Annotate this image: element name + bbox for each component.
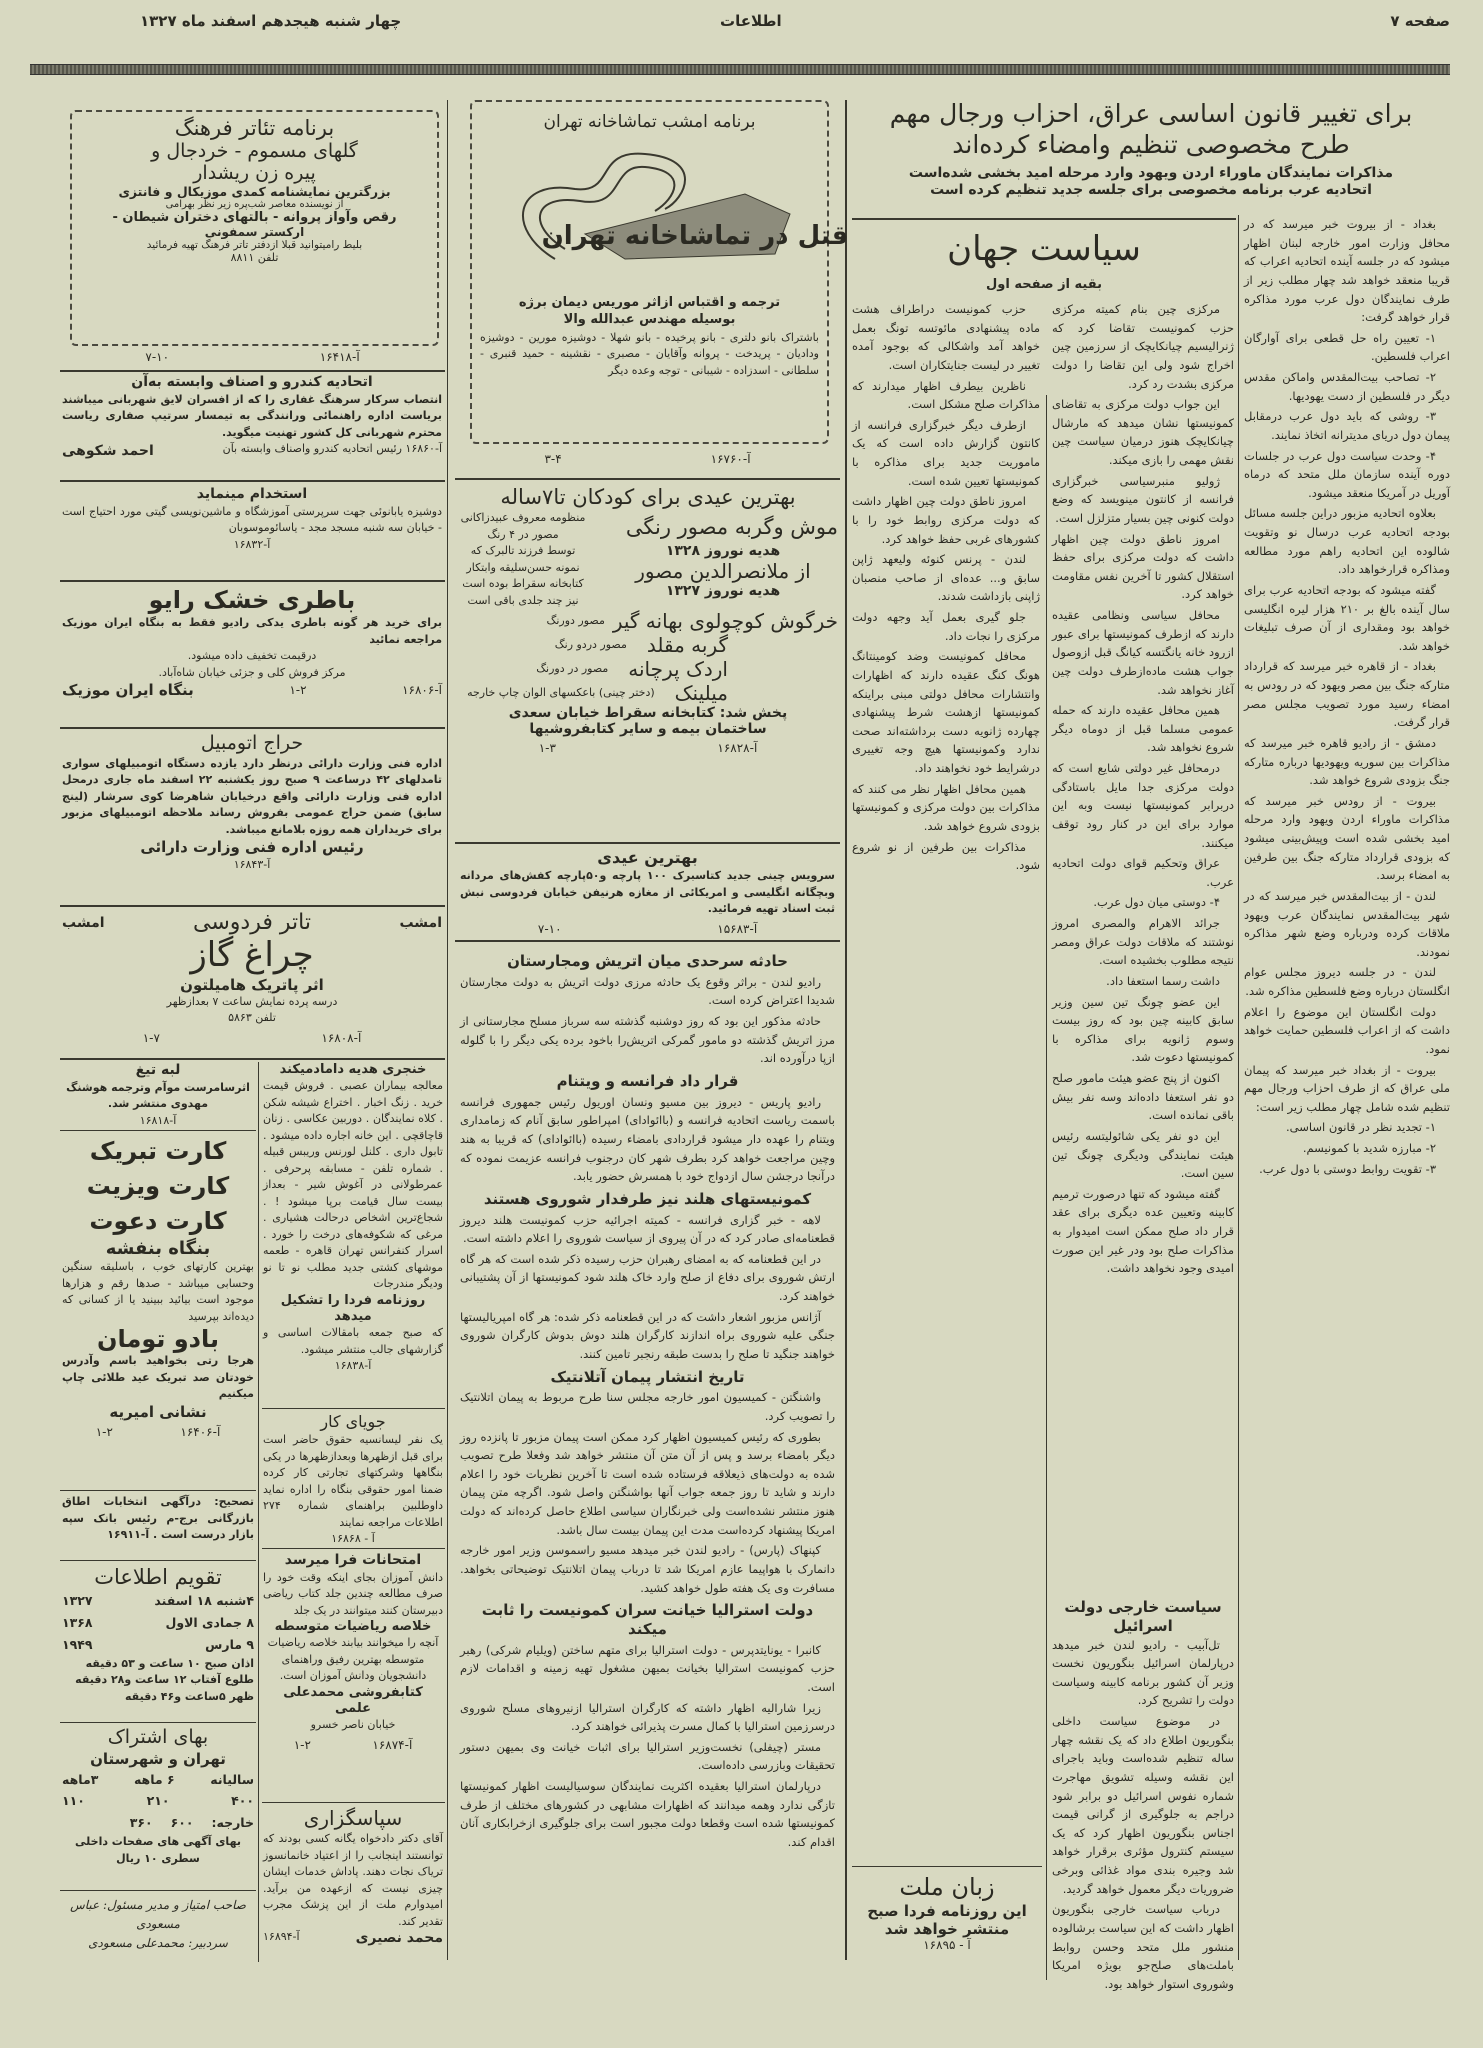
ad-run: ۱-۳ [538, 741, 556, 756]
article-title: تاریخ انتشار پیمان آتلانتیک [550, 1367, 745, 1386]
paragraph: داشت رسما استعفا داد. [1106, 973, 1220, 988]
paragraph: ژولیو منبرسیاسی خبرگزاری فرانسه از کانتون مینویسد که وضع دولت کنونی چین بسیار متزلزل است. [1052, 473, 1234, 525]
ad-run: ۱-۲ [293, 1737, 311, 1752]
ad-code-row [470, 452, 825, 466]
labe-tigh-ad [62, 1062, 254, 1129]
employment-ad [62, 486, 442, 553]
play-author: اثر پاتریک هامیلتون [180, 975, 324, 994]
ad-code-row [62, 1425, 254, 1439]
column-divider [1238, 215, 1239, 1960]
paragraph: کانبرا - یونایتدپرس - دولت استرالیا برای متهم ساختن (ویلیام شرکی) رهبر حزب کمونیست استرالیا بخیانت بمیهن مشغول تهیه زمینه و اقدامات لازم است. [460, 1642, 835, 1694]
divider [60, 580, 445, 582]
signature-line: سردبیر: محمدعلی مسعودی [88, 1936, 228, 1951]
ad-body: دوشیزه یابانوئی جهت سرپرستی آموزشگاه و ماشین‌نویسی گیتی مورد احتیاج است - خیابان سه شنبه مسجد مجد - یاسائوموسوبان [62, 504, 442, 534]
ad-title: برنامه امشب تماشاخانه تهران [543, 112, 756, 132]
book-note: منظومه معروف عبیدزاکانی مصور در ۴ رنگ [460, 511, 586, 541]
tonight-label: امشب [399, 914, 442, 931]
ad-run: ۱-۲ [289, 683, 307, 697]
calendar-row [62, 1612, 254, 1634]
khanjari-ad [263, 1062, 443, 1375]
azan-time: اذان صبح ۱۰ ساعت و ۵۳ دقیقه [85, 1656, 254, 1670]
ad-line: این روزنامه فردا صبح [867, 1902, 1027, 1920]
lead-headline [852, 98, 1450, 161]
ad-body: اداره فنی وزارت دارائی درنظر دارد یازده دستگاه اتومبیلهای سواری تامدلهای ۴۲ درساعت ۹ صبح روز یکشنبه ۲۲ اسفند ماه جاری درمحل اداره فنی وزارت دارائی واقع درخیابان شاهرضا کوی سرشار (لینج سابق) ضمن حراج عمومی بفروش رساند ملاحظه اتومبیلهای مزبور برای خریداران همه روزه بلامانع میباشد. [62, 756, 443, 836]
tehran-theater-ad [470, 100, 848, 444]
ad-title: لبه تیغ [135, 1062, 181, 1078]
paragraph: گفته میشود که بودجه اتحادیه عرب برای سال آینده بالغ بر ۲۱۰ هزار لیره انگلیسی خواهد بود ومقداری از آن صرف تبلیغات خواهد شد. [1244, 582, 1451, 653]
exams-ad [263, 1552, 443, 1752]
phone: تلفن ۸۸۱۱ [230, 251, 279, 264]
headline-line: برای تغییر قانون اساسی عراق، احزاب ورجال مهم [889, 99, 1413, 128]
israel-article [1052, 1598, 1234, 1991]
ad-title: باطری خشک رایو [148, 586, 356, 614]
ad-code: آ-۱۶۷۶۰ [710, 452, 751, 466]
paragraph: عراق وتحکیم قوای دولت اتحادیه عرب. [1052, 856, 1234, 889]
noon-time: ظهر ۵ساعت و۴۶ دقیقه [125, 1689, 254, 1703]
paragraph: کپنهاک (پارس) - رادیو لندن خبر میدهد مسیو راسموسن وزیر امور خارجه دانمارک با هواپیما عازم امریکا شد تا درباب پیمان اتلانتیک توضیحاتی بخواهد. مسافرت وی یک هفته طول خواهد کشید. [460, 1543, 835, 1595]
world-politics-col-right [1052, 300, 1234, 1590]
ad-code-row [70, 350, 435, 364]
ad-line: رقص وآواز پروانه - بالتهای دختران شیطان - [112, 210, 397, 225]
ad-code: آ-۱۶۸۰۶ [402, 683, 442, 697]
news-article [460, 952, 835, 1068]
ad-code: آ-۱۵۶۸۳ [717, 921, 758, 936]
paragraph: ۱- تجدید نظر در قانون اساسی. [1286, 1120, 1436, 1135]
ad-line: مرکز فروش کلی و جزئی خیابان شاه‌آباد. [158, 665, 346, 679]
paragraph: بغداد - از قاهره خبر میرسد که قرارداد متارکه جنگ بین مصر ویهود که در رودس به امضاء رسید مورد تصویب مجلس مصر قرار گرفت. [1244, 659, 1450, 730]
book-title: اردک پرچانه [628, 657, 728, 682]
article-title: سیاست خارجی دولت اسرائیل [1064, 1598, 1222, 1635]
page-number: صفحه ۷ [1390, 12, 1450, 30]
paragraph: درمحافل غیر دولتی شایع است که دولت مرکزی جدا مایل باستادگی دربرابر کمونیستها نیست وبه این موارد برای این در کنار رود توقف میکنند. [1052, 761, 1234, 850]
signer-name: محمد نصیری [355, 1930, 443, 1946]
lead-article-header [852, 98, 1450, 200]
paragraph: ۲- تصاحب بیت‌المقدس واماکن مقدس دیگر در فلسطین از دست یهودیها. [1244, 370, 1450, 403]
calendar-year: ۱۹۴۹ [62, 1637, 93, 1652]
ad-title: خنجری هدیه دامادمیکند [279, 1062, 427, 1077]
paragraph: همین محافل اظهار نظر می کنند که مذاکرات بین دولت مرکزی و کمونیستها بزودی شروع خواهد شد. [852, 781, 1040, 833]
paragraph: بعلاوه اتحادیه مزبور دراین جلسه مسائل بودجه اتحادیه عرب درسال نو وتقویت شالوده این اتحادیه راهم مورد مطالعه ومذاکره قرارخواهد داد. [1244, 506, 1450, 577]
middle-news-column [460, 948, 835, 1960]
ad-code: آ - ۱۶۸۹۵ [923, 1938, 971, 1952]
book-title: گربه مقلد [646, 633, 728, 658]
author-note: توسط فرزند تالبرک که نمونه حسن‌سلیقه وابتکار کتابخانه سقراط بوده است نیز چند جلدی باقی است [462, 544, 584, 607]
paragraph: مرکزی چین بنام کمیته مرکزی حزب کمونیست تقاضا کرد که ژنرالیسیم چیانکایچک از سرزمین چین اخراج شود ولی این تقاضا را دولت مرکزی بشدت رد کرد. [1052, 302, 1234, 391]
ad-title: استخدام مینماید [196, 486, 308, 502]
paragraph: واشنگتن - کمیسیون امور خارجه مجلس سنا طرح مربوط به پیمان اتلانتیک را تصویب کرد. [460, 1390, 835, 1423]
headline-line: طرح مخصوصی تنظیم وامضاء کرده‌اند [952, 130, 1350, 160]
ad-cast: باشتراک بانو دلتری - بانو پرخیده - بانو شهلا - دوشیزه مورین - دوشیزه ودادیان - پریدخت - پروانه وآقایان - مصبری - نقشینه - حمید قنبری - سلطانی - اسدزاده - شیبانی - توجه وعده دیگر [480, 330, 819, 377]
card-type: کارت دعوت [89, 1206, 227, 1235]
article-body [460, 1093, 835, 1186]
best-eidi-ad [460, 848, 835, 936]
paragraph: در موضوع سیاست داخلی بنگوریون اطلاع داد که یک نقشه چهار ساله تنظیم شده‌است وباید باجرای این نقشه وسیله تشویق مهاجرت شماره نفوس اسرائیل دو برابر شود دراجم به جلوگیری از گرانی قیمت اجناس بنگوریون اظهار کرد که یک سیستم کنترول مؤثری برقرار خواهد شد وجیره بندی مواد غذائی وبرخی ضروریات دیگر معمول خواهد گردید. [1052, 1714, 1234, 1896]
calendar-year: ۱۳۲۷ [62, 1593, 93, 1609]
paragraph: بیروت - از بغداد خبر میرسد که پیمان ملی عراق که از طرف احزاب ورجال مهم تنظیم شده شامل چهار مطلب زیر است: [1244, 1062, 1450, 1114]
ad-line: برای خرید هر گونه باطری یدکی رادیو فقط به بنگاه ایران موزیک مراجعه نمائید [62, 616, 442, 646]
book-note: (دختر چینی) باعکسهای الوان چاپ خارجه [467, 686, 655, 699]
divider [60, 1890, 256, 1891]
world-politics-header [852, 228, 1236, 293]
paragraph: اکنون از پنج عضو هیئت مامور صلح دو نفر استعفا داده‌اند وسه نفر بیش باقی نمانده است. [1052, 1071, 1234, 1123]
calendar-date: ۹ مارس [205, 1637, 254, 1652]
news-article [460, 1190, 835, 1364]
divider [262, 1408, 445, 1409]
signature-line: صاحب امتیاز و مدیر مسئول: عباس مسعودی [70, 1898, 246, 1932]
ad-body: هرجا رتی بخواهید باسم وآدرس خودتان صد تبریک عید طلائی چاپ میکنیم [62, 1354, 254, 1401]
paragraph: زیرا شارالیه اظهار داشته که کارگران استرالیا ازنیروهای مسلح شوروی درسرزمین استرالیا با کمال مسرت پذیرائی خواهند کرد. [460, 1700, 835, 1734]
ad-code: آ-۱۶۸۹۴ [263, 1930, 300, 1943]
children-books-ad [458, 484, 838, 755]
ad-run: ۱-۷ [142, 1030, 160, 1045]
shop-name: بنگاه بنفشه [105, 1238, 211, 1260]
paragraph: در این قطعنامه که به امضای رهبران حزب رسیده ذکر شده است که هر گاه ارتش شوروی برای دفاع از صلح وارد خاک هلند شود کمونیستها از آن پشتیبانی خواهند کرد. [460, 1251, 835, 1303]
card-type: کارت تبریک [89, 1137, 227, 1165]
newspaper-name: اطلاعات [720, 12, 782, 30]
ad-code: آ-۱۶۸۳۸ [334, 1359, 372, 1373]
ad-title: بهترین عیدی برای کودکان تا۷ساله [500, 485, 796, 509]
paragraph: این دو نفر یکی شائولیتسه رئیس هیئت نمایندگی ودیگری چونگ تین سین است. [1052, 1128, 1234, 1181]
ad-run: ۱-۲ [95, 1424, 113, 1439]
book-note: مصور دردو رنگ [554, 638, 627, 651]
ad-code: آ-۱۶۸۰۸ [321, 1030, 362, 1045]
play-title: پیره زن ریشدار [193, 162, 316, 184]
shop-address: خیابان ناصر خسرو [310, 1718, 396, 1732]
book-title: خرگوش کوچولوی بهانه گیر [612, 609, 838, 634]
ad-title: اتحادیه کندرو و اصناف وابسته به‌آن [131, 374, 373, 390]
section-subtitle: بقیه از صفحه اول [986, 276, 1102, 292]
brand-name: بنگاه ایران موزیک [62, 681, 194, 699]
price-header: ۶ ماهه [133, 1771, 175, 1787]
paragraph: جلو گیری بعمل آید وجهه دولت مرکزی را نجات داد. [852, 610, 1040, 643]
ad-code: آ-۱۶۸۲۸ [717, 741, 758, 756]
thanks-ad [263, 1806, 443, 1946]
book-author: از ملانصرالدین مصور [635, 559, 811, 584]
paragraph: لندن - در جلسه دیروز مجلس عوام انگلستان درباره وضع فلسطین مذاکره شد. [1244, 965, 1450, 998]
masthead-rule [30, 64, 1450, 75]
paragraph: محافل سیاسی ونظامی عقیده دارند که ازطرف کمونیستها برای عبور ازرود خانه یانگتسه کیانگ قبل ازوصول جواب هشت ماده‌ازطرف دولت چین آغاز نخواهد شد. [1052, 608, 1234, 697]
shop-address: نشانی امیریه [109, 1402, 207, 1421]
price: ۳۶۰ [129, 1815, 153, 1831]
section-title: سیاست جهان [947, 229, 1141, 269]
distribution: پخش شد: کتابخانه سقراط خیابان سعدی [508, 705, 788, 722]
news-article [460, 1601, 835, 1851]
ad-body: آنچه را میخوانند بیابند خلاصه ریاضیات متوسطه بهترین رفیق وراهنمای دانشجویان ودانش آموزان است. [267, 1636, 439, 1683]
ad-body: سرویس چینی جدید کتاسبرک ۱۰۰ پارچه و۵۰پارچه کفش‌های مردانه وبچگانه انگلیسی و امریکائی از مغازه هرنیفن خیابان فردوسی نبش ثبت اسناد تهیه فرمائید. [460, 869, 835, 915]
deck-line: اتحادیه عرب برنامه مخصوصی برای جلسه جدید تنظیم کرده است [930, 182, 1372, 198]
paragraph: گفته میشود که تنها درصورت ترمیم کابینه وتعیین عده دیگری برای عقد قرار داد صلح ممکن است امیدوار به مذاکرات صلح بود ودر غیر این صورت امیدی وجود نخواهد داشت. [1052, 1186, 1234, 1276]
column-divider [447, 100, 448, 1960]
ad-code-row [263, 1738, 443, 1752]
price: ۶۰۰ [170, 1815, 194, 1831]
article-title: دولت استرالیا خیانت سران کمونیست را ثابت میکند [481, 1601, 814, 1638]
paragraph: لاهه - خبر گزاری فرانسه - کمیته اجرائیه حزب کمونیست هلند دیروز قطعنامه‌ای صادر کرد که در آن پیروی از سیاست شوروی را اعلام داشته است. [460, 1212, 835, 1246]
car-auction-ad [62, 732, 442, 874]
book-title: میلینک [674, 681, 728, 706]
price-header: سالیانه [210, 1771, 254, 1787]
ad-title: امتحانات فرا میرسد [284, 1552, 422, 1568]
phone: تلفن ۵۸۶۳ [228, 1011, 276, 1025]
paragraph: این جواب دولت مرکزی به تقاضای کمونیستها نشان میدهد که مارشال چیانکایچک هنوز درمیان سیاست چین نقش مهمی را بازی میکند. [1052, 397, 1234, 467]
column-divider [845, 100, 847, 1960]
ad-body: اثرسامرست موآم وترجمه هوشنگ مهدوی منتشر شد. [66, 1080, 250, 1110]
paragraph: حادثه مذکور این بود که روز دوشنبه گذشته سه سرباز مسلح مجارستانی از مرز اتریش گذشته دو مامور گمرکی اتریش‌را باخود برده یکی دیگر را با گلوله ازپا درآورده اند. [460, 1014, 835, 1066]
ad-body: انتصاب سرکار سرهنگ غفاری را که از افسران لایق شهربانی میباشند بریاست اداره راهنمائی ورانندگی به تیمسار سرتیپ صفاری ریاست محترم شهربانی کل کشور تهنیت میگوید. [62, 392, 442, 439]
divider [455, 478, 840, 480]
paragraph: حزب کمونیست دراطراف هشت ماده پیشنهادی مائوتسه تونگ بعمل خواهد آمد واشکالی که بوجود آمده تغییر در لیست جنایتکاران است. [852, 302, 1040, 372]
ad-body: آقای دکتر دادخواه یگانه کسی بودند که توانستند اینجانب را از اعتیاد خانمانسوز تریاک نجات دهند. پاداش خدمات ایشان چیزی نیست که ازعهده من برآید. امیدوارم ملت از این پزشک مجرب تقدیر کند. [263, 1832, 443, 1928]
paragraph: دولت انگلستان این موضوع را اعلام داشت که از اعراب فلسطین حمایت خواهد نمود. [1244, 1004, 1450, 1056]
paragraph: رادیو لندن - براثر وقوع یک حادثه مرزی دولت اتریش به دولت مجارستان شدیدا اعتراض کرده است. [460, 974, 835, 1008]
paragraph: دمشق - از رادیو قاهره خبر میرسد که مذاکرات بین سوریه ویهودیها درباره متارکه جنگ بزودی شروع خواهد شد. [1244, 735, 1450, 788]
ad-code: آ-۱۶۴۰۶ [180, 1424, 221, 1439]
paragraph: لندن - پرنس کنوئه ولیعهد ژاپن سابق و... عده‌ای از صاحب منصبان ژاپنی بازداشت شدند. [852, 552, 1040, 604]
news-article [460, 1368, 835, 1598]
ferdowsi-theater-ad [62, 910, 442, 1045]
paragraph: تل‌آبیب - رادیو لندن خبر میدهد درپارلمان اسرائیل بنگوریون نخست وزیر آن کشور برنامه کابینه وسیاست دولت را تشریح کرد. [1052, 1637, 1234, 1708]
ad-code-row [62, 1031, 442, 1045]
deck-line: مذاکرات نمایندگان ماوراء اردن ویهود وارد مرحله امید بخشی شده‌است [908, 164, 1394, 181]
correction-notice: تصحیح: درآگهی انتخابات اطاق بازرگانی برج-م رئیس بانک سپه بازار درست است . آ-۱۶۹۱۱ [62, 1495, 254, 1541]
ad-title: جویای کار [320, 1412, 386, 1431]
book-note: مصور دورنگ [546, 614, 605, 627]
ad-line: منتشر خواهد شد [884, 1920, 1010, 1938]
ad-rate: سطری ۱۰ ریال [116, 1851, 200, 1865]
article-body [1052, 1636, 1234, 1994]
gift-label: هدیه نوروز ۱۳۲۸ [665, 543, 781, 560]
ad-body: یک نفر لیسانسیه حقوق حاضر است برای قبل ازظهرها وبعدازظهرها در یکی بنگاهها وشرکتهای تجارتی کار کرده ضمنا امور حقوقی بنگاه را اداره نماید داوطلبین براهنمای شماره ۲۷۴ اطلاعات مراجعه نمایند [263, 1433, 443, 1529]
article-body [460, 973, 835, 1068]
play-logo [495, 139, 848, 289]
price-row [62, 1812, 254, 1834]
paragraph: ۴- دوستی میان دول عرب. [1093, 895, 1220, 910]
news-article [460, 1072, 835, 1186]
article-title: قرار داد فرانسه و ویتنام [556, 1071, 739, 1090]
world-politics-col-left [852, 300, 1040, 1860]
column-divider [1046, 395, 1047, 1980]
paragraph: آژانس مزبور اشعار داشت که در این قطعنامه ذکر شده: هر گاه امپریالیستها جنگی علیه شوروی براه اندازند کارگران هلند دوش بدوش کارگران شوروی خواهند جنگید تا صلح را بدست طبقه رنجبر تامین کنند. [460, 1309, 835, 1361]
lead-article-body [1244, 215, 1450, 1960]
tonight-label: امشب [62, 914, 105, 931]
ad-code: آ - ۱۶۸۶۸ [331, 1532, 375, 1545]
signer: رئیس اداره فنی وزارت دارائی [140, 838, 364, 857]
ad-line: درقیمت تخفیف داده میشود. [187, 649, 317, 662]
calendar-row [62, 1590, 254, 1612]
divider [60, 480, 445, 482]
calendar-box [62, 1564, 254, 1705]
calendar-row [62, 1634, 254, 1656]
ad-run: ۷-۱۰ [537, 921, 562, 936]
price: ۲۱۰ [146, 1793, 170, 1809]
ad-code: آ-۱۶۸۳۲ [233, 537, 271, 551]
paragraph: همین محافل عقیده دارند که حمله عمومی مسلما قبل از دوماه دیگر شروع نخواهد شد. [1052, 703, 1234, 755]
play-title: گلهای مسموم - خردجال و [151, 140, 358, 162]
signer-name: احمد شکوهی [62, 443, 154, 459]
paragraph: بیروت - از رودس خبر میرسد که مذاکرات ماوراء اردن ویهود وارد مرحله امید بخشی شده است وپیش‌بینی میشود که بزودی قرارداد متارکه جنگ بین طرفین به امضاء برسد. [1244, 793, 1450, 883]
ad-title: زبان ملت [899, 1873, 995, 1901]
divider [60, 1490, 256, 1491]
article-body [460, 1211, 835, 1364]
ad-run: ۷-۱۰ [145, 350, 170, 364]
ad-rate: بهای آگهی های صفحات داخلی [75, 1835, 241, 1849]
publisher-signature [62, 1896, 254, 1954]
zaban-mellat-ad [852, 1872, 1042, 1952]
divider [455, 940, 840, 942]
showtime: درسه پرده نمایش ساعت ۷ بعدازظهر [166, 994, 338, 1008]
ad-title: بهترین عیدی [597, 848, 698, 867]
paragraph: بطوری که رئیس کمیسیون اظهار کرد ممکن است پیمان مزبور تا پانزده روز دیگر بامضاء برسد و پس از آن متن آن منتشر خواهد شد وفعلا طرح تصویب شده به دولت‌های ذیعلاقه فرستاده شده است تا آخرین نظریات خود را اعلام دارند و شاید تا روز جمعه جواب آنها بواشنگتن واصل شود. اگرچه متن پیمان هنوز منتشر نشده‌است ولی خبرنگاران سیاسی اطلاع حاصل کرده‌اند که دولت امریکا پیشنهاد کرده‌است مدت این پیمان بیست سال باشد. [460, 1429, 835, 1537]
price-header-row [62, 1769, 254, 1791]
ad-code: آ-۱۶۸۴۳ [233, 858, 271, 871]
price: ۴۰۰ [231, 1793, 254, 1809]
book-note: مصور در دورنگ [536, 662, 609, 675]
paragraph: جرائد الاهرام والمصری امروز نوشتند که ملاقات دولت عراق ومصر نتیجه مطلوب بخشیده است. [1052, 916, 1234, 968]
price-header: ۳ماهه [62, 1771, 99, 1787]
divider [60, 1722, 256, 1723]
shop-name: کتابفروشی محمدعلی علمی [283, 1684, 423, 1716]
play-title: چراغ گاز [190, 935, 314, 975]
divider [60, 727, 445, 729]
card-type: کارت ویزیت [86, 1171, 230, 1200]
price-row [62, 1790, 254, 1812]
greeting-cards-ad [62, 1134, 254, 1439]
divider [60, 1130, 256, 1131]
ad-line: بلیط رامیتوانید قبلا ازدفتر تاتر فرهنگ تهیه فرمائید [146, 239, 363, 251]
subscription-title: بهای اشتراک [107, 1726, 209, 1748]
price: ۱۱۰ [62, 1793, 85, 1809]
job-seeker-ad [263, 1412, 443, 1548]
union-ad [62, 374, 442, 462]
paragraph: امروز ناطق دولت چین اظهار داشت که دولت مرکزی برای حفظ استقلال کشور تا آخرین نفس مقاومت خواهد کرد. [1052, 531, 1234, 602]
calendar-title: تقویم اطلاعات [94, 1565, 222, 1589]
column-divider [258, 1062, 259, 1962]
ad-code: آ-۱۶۴۱۸ [319, 350, 360, 364]
divider [262, 1802, 445, 1803]
divider [60, 370, 445, 372]
play-logo-text: قتل در تماشاخانه تهران [541, 221, 848, 252]
ad-code-row [458, 741, 838, 755]
paragraph: ناظرین بیطرف اظهار میدارند که مذاکرات صلح مشکل است. [852, 378, 1040, 412]
paragraph: ۴- وحدت سیاست دول عرب در جلسات دوره آینده سازمان ملل متحد که درماه آوریل در آمریکا منعقد میشود. [1244, 448, 1450, 500]
paragraph: ۳- تقویت روابط دوستی با دول عرب. [1259, 1161, 1436, 1176]
distribution: ساختمان بیمه و سایر کتابفروشیها [529, 721, 767, 738]
divider [60, 1560, 256, 1561]
paragraph: ۳- روشی که باید دول عرب درمقابل پیمان دول دریای مدیترانه اتخاذ نمایند. [1244, 409, 1450, 442]
article-title: حادثه سرحدی میان اتریش ومجارستان [507, 952, 788, 970]
battery-ad [62, 585, 442, 699]
paragraph: مستر (چیفلی) نخست‌وزیر استرالیا برای اثبات خیانت وی بمیهن دستور تحقیقات وبازرسی داده‌است. [460, 1739, 835, 1773]
ad-title: سپاسگزاری [303, 1806, 403, 1830]
article-body [460, 1388, 835, 1597]
paragraph: بغداد - از بیروت خبر میرسد که در محافل وزارت امور خارجه لبنان اظهار میشود که در جلسه آینده اتحادیه اعراب که قریبا منعقد خواهد شد چهار مطلب زیر از طرف نمایندگان دول عرب مورد مذاکره قرار خواهد گرفت: [1244, 217, 1450, 325]
calendar-year: ۱۳۶۸ [62, 1615, 93, 1631]
article-title: کمونیستهای هلند نیز طرفدار شوروی هستند [483, 1189, 812, 1208]
subscription-box [62, 1726, 254, 1867]
paragraph: امروز ناطق دولت چین اظهار داشت که دولت مرکزی روابط خود را با کشورهای غربی حفظ خواهد کرد. [852, 494, 1040, 546]
paragraph: لندن - از بیت‌المقدس خبر میرسد که در شهر بیت‌المقدس نمایندگان عرب ویهود ملاقات کرده ودرباره وضع شهر مذاکره نمودند. [1244, 888, 1450, 959]
ad-code: آ-۱۶۸۶۰ رئیس اتحادیه کندرو واصناف وابسته بآن [222, 442, 442, 455]
gift-label: هدیه نوروز ۱۳۲۷ [665, 583, 781, 600]
paragraph: ۱- تعیین راه حل قطعی برای آوارگان اعراب فلسطین. [1244, 330, 1450, 364]
paragraph: ازطرف دیگر خبرگزاری فرانسه از کانتون گزارش داده است که یک ماموریت جدید برای مذاکره با کمونیستها تعیین شده است. [852, 417, 1040, 488]
paragraph: درباب سیاست خارجی بنگوریون اظهار داشت که این سیاست برشالوده منشور ملل متحد وحسن روابط باملت‌های صلح‌جو بویژه امریکا وشوروی استوار خواهد بود. [1052, 1902, 1234, 1991]
ad-code-row [460, 922, 835, 936]
issue-date: چهار شنبه هیجدهم اسفند ماه ۱۳۲۷ [140, 12, 402, 30]
book-title: موش وگربه مصور رنگی [625, 514, 838, 539]
ad-body: دانش آموزان بجای اینکه وقت خود را صرف مطالعه چندین جلد کتاب ریاضی دبیرستان کنند میتوانند در یک جلد [263, 1570, 443, 1617]
ad-title: تاتر فردوسی [193, 910, 311, 935]
calendar-date: ۴شنبه ۱۸ اسفند [154, 1593, 254, 1609]
masthead [30, 12, 1450, 92]
farhang-theater-ad [70, 110, 439, 346]
sunrise-time: طلوع آفتاب ۱۲ ساعت و۲۸ دقیقه [75, 1673, 254, 1687]
divider [60, 905, 445, 907]
ad-body: که صبح جمعه بامقالات اساسی و گزارشهای جالب منتشر میشود. [263, 1326, 443, 1356]
divider [852, 218, 1236, 220]
divider [455, 842, 840, 844]
ad-code: آ-۱۶۸۷۴ [372, 1737, 413, 1752]
paragraph: محافل کمونیست وضد کومینتانگ هونگ کنگ عقیده دارند که اظهارات وانتشارات محافل دولتی مبنی براینکه کمونیستها ازهشت شرط پیشنهادی چهارده ژانویه دست برداشته‌اند صحت ندارد وکمونیستها هیچ وجه تغییری درشرایط خود نخواهند داد. [852, 649, 1040, 775]
book-title: خلاصه ریاضیات متوسطه [274, 1619, 432, 1634]
lead-deck [852, 165, 1450, 200]
calendar-date: ۸ جمادی الاول [165, 1615, 254, 1631]
ad-credit: ترجمه و اقتباس ازاثر موریس دیمان برژه [518, 295, 781, 311]
subscription-region: تهران و شهرستان [90, 1749, 226, 1768]
paragraph: رادیو پاریس - دیروز بین مسیو ونسان اوریول رئیس جمهوری فرانسه باسمت ریاست اتحادیه فرانسه و (باائوادای) امپراطور سابق آنام که زمامداری ویتنام را عهده دار میشود قراردادی بامضاء رسیده (باائوادای) که قریبا به هند وچین مراجعت خواهد کرد بطرف شهر کان درجنوب فرانسه عزیمت نموده که درآنجا درجشن سال ازدواج خود با همسرش حضور یابد. [460, 1094, 835, 1184]
ad-body: بهترین کارتهای خوب ، باسلیقه سنگین وحسابی میباشد - صدها رقم و هزارها موجود است بیائید ببینید یا از کسانی که دیده‌اند بپرسید [62, 1260, 254, 1323]
ad-line: ارکستر سمفونی [204, 225, 305, 239]
ad-line: بزرگترین نمایشنامه کمدی موزیکال و فانتزی [118, 184, 391, 199]
ad-body: معالجه بیماران عصبی . فروش قیمت خرید . زنگ اخبار . اختراع شیشه شکن . کلاه نمایندگان . دوربین عکاسی . زنان قاچاقچی . این خانه اجاره داده میشود . تابول داری . کلنل لورنس وریبس قبیله . شماره تلفن - مسابقه پرحرفی . عمرطولانی در آغوش شیر - بعداز بیست سال قیامت برپا میشود ! . شجاع‌ترین اشخاص درحالت هشیاری . مرغی که شکوفه‌های درخت را خورد . اسرار کنفرانس تهران قاهره - طعمه موشهای کشتی جدید مطلب نو تا نو ودیگر مندرجات [263, 1079, 443, 1291]
paragraph: درپارلمان استرالیا بعقیده اکثریت نمایندگان سوسیالیست اظهار کمونیستها تازگی ندارد وهمه میدانند که اظهارات مشابهی در کشورهای مختلف از طرف کمونیستها شده است وقطعا دولت مجبور است برای جلوگیری ازخرابکاری آنان اقدام کند. [460, 1779, 835, 1849]
ad-credit: بوسیله مهندس عبدالله والا [563, 311, 736, 327]
ad-title: حراج اتومبیل [200, 732, 304, 754]
ad-title: برنامه تئاتر فرهنگ [174, 116, 335, 140]
ad-run: ۳-۴ [544, 452, 562, 466]
article-body [460, 1641, 835, 1852]
paragraph: مذاکرات بین طرفین از نو شروع شود. [852, 839, 1040, 873]
divider [262, 1548, 445, 1549]
price: بادو تومان [96, 1325, 220, 1354]
price-label: خارجه: [211, 1815, 254, 1831]
ad-code: آ-۱۶۸۱۸ [139, 1113, 177, 1127]
divider [60, 1058, 445, 1060]
paragraph: ۲- مبارزه شدید با کمونیسم. [1302, 1141, 1436, 1155]
ad-emphasis: روزنامه فردا را تشکیل میدهد [280, 1292, 426, 1324]
ad-line: از نویسنده معاصر شب‌پره زیر نظر بهرامی [165, 199, 344, 210]
paragraph: این عضو چونگ تین سین وزیر سابق کابینه چین بود که روز بیست وسوم ژانویه برای مذاکره با کمونیستها دعوت شد. [1052, 994, 1234, 1065]
divider [852, 1866, 1042, 1867]
